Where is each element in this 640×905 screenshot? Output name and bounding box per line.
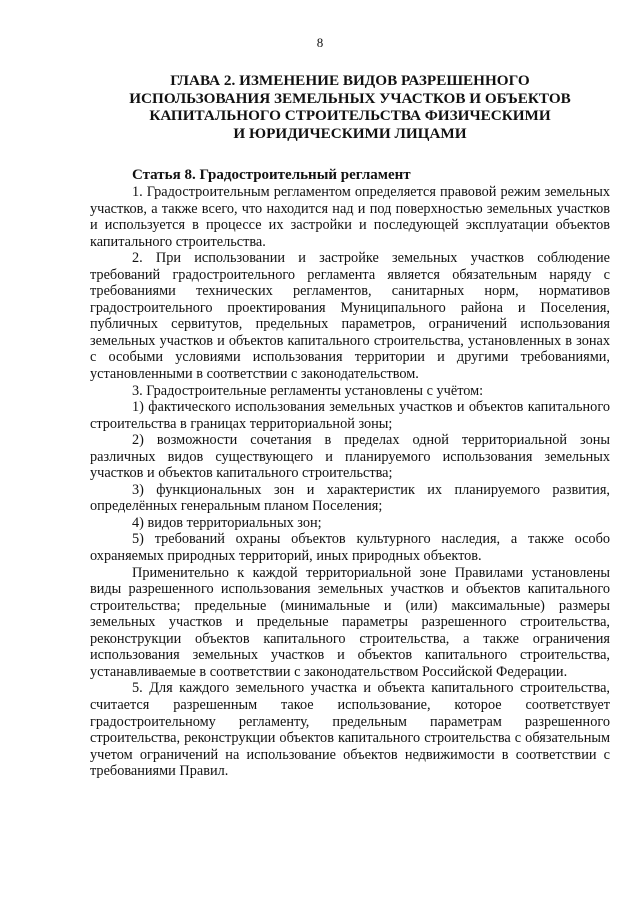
chapter-title-line: И ЮРИДИЧЕСКИМИ ЛИЦАМИ xyxy=(233,124,467,142)
chapter-title xyxy=(60,72,640,142)
paragraph: 1. Градостроительным регламентом определяется правовой режим земельных участков, а также всего, что находится над и под поверхностью земельных участков и используется в процессе их застройки и последующей эксплуатации объектов капитального строительства. xyxy=(90,184,610,250)
paragraph: 3) функциональных зон и характеристик их планируемого развития, определённых генеральным планом Поселения; xyxy=(90,481,610,515)
paragraph: 5) требований охраны объектов культурного наследия, а также особо охраняемых природных территорий, иных природных объектов. xyxy=(90,531,610,565)
paragraph: 3. Градостроительные регламенты установлены с учётом: xyxy=(132,382,484,399)
paragraph: 2) возможности сочетания в пределах одной территориальной зоны различных видов существующего и планируемого использования земельных участков и объектов капитального строительства; xyxy=(90,432,610,482)
paragraph: 1) фактического использования земельных участков и объектов капитального строительства в границах территориальной зоны; xyxy=(90,399,610,432)
chapter-title-line: КАПИТАЛЬНОГО СТРОИТЕЛЬСТВА ФИЗИЧЕСКИМИ xyxy=(149,107,551,124)
paragraph: 4) видов территориальных зон; xyxy=(132,514,322,531)
article-body xyxy=(90,184,610,780)
paragraph: 2. При использовании и застройке земельных участков соблюдение требований градостроительного регламента является обязательным наряду с требованиями технических регламентов, санитарных норм, нормативов градостроительного проектирования Муниципального района и Поселения, публичных сервитутов, предельных параметров, ограничений использования земельных участков и объектов капитального строительства, установленных в зонах с особыми условиями использования территории и другими требованиями, установленными в соответствии с законодательством. xyxy=(90,250,610,383)
chapter-title-line: ГЛАВА 2. ИЗМЕНЕНИЕ ВИДОВ РАЗРЕШЕННОГО xyxy=(170,72,530,89)
page-number: 8 xyxy=(316,35,324,50)
chapter-title-line: ИСПОЛЬЗОВАНИЯ ЗЕМЕЛЬНЫХ УЧАСТКОВ И ОБЪЕКТОВ xyxy=(129,89,571,107)
paragraph: Применительно к каждой территориальной зоне Правилами установлены виды разрешенного использования земельных участков и объектов капитального строительства; предельные (минимальные и (или) максимальные) размеры земельных участков и предельные параметры разрешенного строительства, реконструкции объектов капитального строительства, а также ограничения использования земельных участков и объектов капитального строительства, устанавливаемые в соответствии с законодательством Российской Федерации. xyxy=(90,564,610,680)
article-title: Статья 8. Градостроительный регламент xyxy=(132,167,411,183)
paragraph: 5. Для каждого земельного участка и объекта капитального строительства, считается разрешенным такое использование, которое соответствует градостроительному регламенту, предельным параметрам разрешенного строительства, реконструкции объектов капитального строительства с обязательным учетом ограничений на использование объектов недвижимости в соответствии с требованиями Правил. xyxy=(90,680,610,780)
